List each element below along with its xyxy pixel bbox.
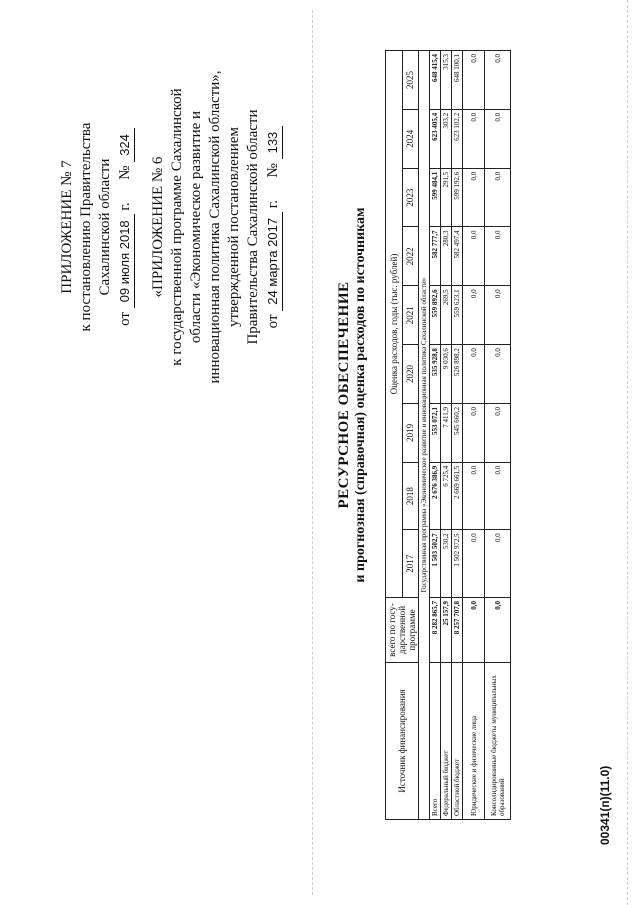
appendix-line-2: к постановлению Правительства bbox=[78, 122, 94, 332]
cell-value: 0,0 bbox=[485, 168, 511, 227]
cell-value: 2 669 661,5 bbox=[452, 462, 463, 530]
cell-value: 0,0 bbox=[463, 227, 485, 286]
number-value: 324 bbox=[115, 128, 135, 162]
row-label: Юридические и физические лица bbox=[463, 663, 485, 820]
document-code: 00341(п)(11.0) bbox=[598, 765, 612, 845]
cell-value: 559 892,6 bbox=[430, 286, 441, 345]
cell-value: 0,0 bbox=[463, 51, 485, 110]
heading-title: РЕСУРСНОЕ ОБЕСПЕЧЕНИЕ bbox=[336, 281, 352, 509]
date-suffix: г. bbox=[117, 202, 133, 211]
row-label: Всего bbox=[430, 663, 441, 820]
date-prefix: от bbox=[117, 312, 133, 326]
number-prefix: № bbox=[117, 165, 133, 180]
table-row bbox=[485, 51, 511, 820]
year-header: 2021 bbox=[402, 286, 419, 345]
cell-value: 582 777,7 bbox=[430, 227, 441, 286]
cell-value: 2 676 386,9 bbox=[430, 462, 441, 530]
year-header: 2019 bbox=[402, 403, 419, 462]
program-name-row: Государственная программа «Экономическое развитие и инновационная политика Сахалинской области» bbox=[419, 51, 430, 820]
cell-value: 0,0 bbox=[463, 345, 485, 404]
col-total-header: всего по госу-дарственной программе bbox=[386, 598, 419, 663]
cell-value: 0,0 bbox=[485, 345, 511, 404]
cell-value: 291,5 bbox=[441, 168, 452, 227]
sub-number-value: 133 bbox=[263, 126, 283, 160]
cell-value: 0,0 bbox=[463, 168, 485, 227]
cell-value: 599 192,6 bbox=[452, 168, 463, 227]
sub-number-prefix: № bbox=[265, 163, 281, 178]
cell-value: 0,0 bbox=[463, 403, 485, 462]
cell-value: 7 411,9 bbox=[441, 403, 452, 462]
row-label: Областной бюджет bbox=[452, 663, 463, 820]
year-header: 2018 bbox=[402, 462, 419, 530]
cell-value: 280,3 bbox=[441, 227, 452, 286]
sub-appendix-date-line bbox=[263, 27, 283, 427]
table-row bbox=[452, 51, 463, 820]
row-total: 8 282 865,7 bbox=[430, 598, 441, 663]
cell-value: 303,2 bbox=[441, 109, 452, 168]
cell-value: 535 928,8 bbox=[430, 345, 441, 404]
cell-value: 582 497,4 bbox=[452, 227, 463, 286]
row-total: 8 257 707,8 bbox=[452, 598, 463, 663]
cell-value: 599 484,1 bbox=[430, 168, 441, 227]
year-header: 2023 bbox=[402, 168, 419, 227]
cell-value: 545 660,2 bbox=[452, 403, 463, 462]
row-total: 25 157,9 bbox=[441, 598, 452, 663]
year-header: 2020 bbox=[402, 345, 419, 404]
cell-value: 269,5 bbox=[441, 286, 452, 345]
appendix-title: ПРИЛОЖЕНИЕ № 7 bbox=[59, 160, 75, 294]
cell-value: 0,0 bbox=[463, 462, 485, 530]
cell-value: 315,3 bbox=[441, 51, 452, 110]
sub-appendix-line-3: области «Экономическое развитие и bbox=[188, 110, 204, 344]
cell-value: 9 030,6 bbox=[441, 345, 452, 404]
cell-value: 0,0 bbox=[485, 286, 511, 345]
table-row bbox=[463, 51, 485, 820]
cell-value: 530,2 bbox=[441, 530, 452, 598]
cell-value: 553 072,1 bbox=[430, 403, 441, 462]
year-header: 2024 bbox=[402, 109, 419, 168]
sub-date-value: 24 марта 2017 bbox=[263, 212, 283, 311]
cell-value: 0,0 bbox=[485, 530, 511, 598]
cell-value: 648 100,1 bbox=[452, 51, 463, 110]
col-years-group-header: Оценка расходов, годы (тыс. рублей) bbox=[386, 51, 403, 598]
year-header: 2022 bbox=[402, 227, 419, 286]
cell-value: 526 898,2 bbox=[452, 345, 463, 404]
cell-value: 0,0 bbox=[463, 109, 485, 168]
cell-value: 0,0 bbox=[463, 530, 485, 598]
appendix-block bbox=[58, 27, 283, 427]
table-row bbox=[430, 51, 441, 820]
cell-value: 6 725,4 bbox=[441, 462, 452, 530]
row-total: 0,0 bbox=[463, 598, 485, 663]
heading-subtitle: и прогнозная (справочная) оценка расходов по источникам bbox=[353, 207, 368, 583]
sub-appendix-line-2: к государственной программе Сахалинской bbox=[169, 88, 185, 366]
col-source-header: Источник финансирования bbox=[386, 663, 419, 820]
row-total: 0,0 bbox=[485, 598, 511, 663]
sub-appendix-line-5: утвержденной постановлением bbox=[226, 127, 242, 327]
cell-value: 0,0 bbox=[485, 51, 511, 110]
sub-appendix-line-6: Правительства Сахалинской области bbox=[245, 109, 261, 345]
cell-value: 648 415,4 bbox=[430, 51, 441, 110]
cell-value: 0,0 bbox=[485, 462, 511, 530]
cell-value: 0,0 bbox=[463, 286, 485, 345]
year-header: 2025 bbox=[402, 51, 419, 110]
cell-value: 0,0 bbox=[485, 403, 511, 462]
cell-value: 623 102,2 bbox=[452, 109, 463, 168]
cell-value: 0,0 bbox=[485, 109, 511, 168]
cell-value: 1 503 502,7 bbox=[430, 530, 441, 598]
sub-date-suffix: г. bbox=[265, 199, 281, 209]
cell-value: 623 405,4 bbox=[430, 109, 441, 168]
sub-appendix-title: «ПРИЛОЖЕНИЕ № 6 bbox=[150, 156, 166, 298]
sub-date-prefix: от bbox=[265, 314, 281, 329]
funding-table bbox=[385, 50, 511, 820]
row-label: Федеральный бюджет bbox=[441, 663, 452, 820]
date-value: 09 июля 2018 bbox=[115, 214, 135, 308]
table-row bbox=[441, 51, 452, 820]
cell-value: 559 623,1 bbox=[452, 286, 463, 345]
appendix-line-3: Сахалинской области bbox=[97, 158, 113, 296]
cell-value: 0,0 bbox=[485, 227, 511, 286]
appendix-date-line bbox=[115, 27, 135, 427]
cell-value: 1 502 972,5 bbox=[452, 530, 463, 598]
year-header: 2017 bbox=[402, 530, 419, 598]
heading-block bbox=[336, 135, 369, 655]
sub-appendix-line-4: инновационная политика Сахалинской области», bbox=[207, 70, 223, 384]
row-label: Консолидированные бюджеты муниципальных образований bbox=[485, 663, 511, 820]
